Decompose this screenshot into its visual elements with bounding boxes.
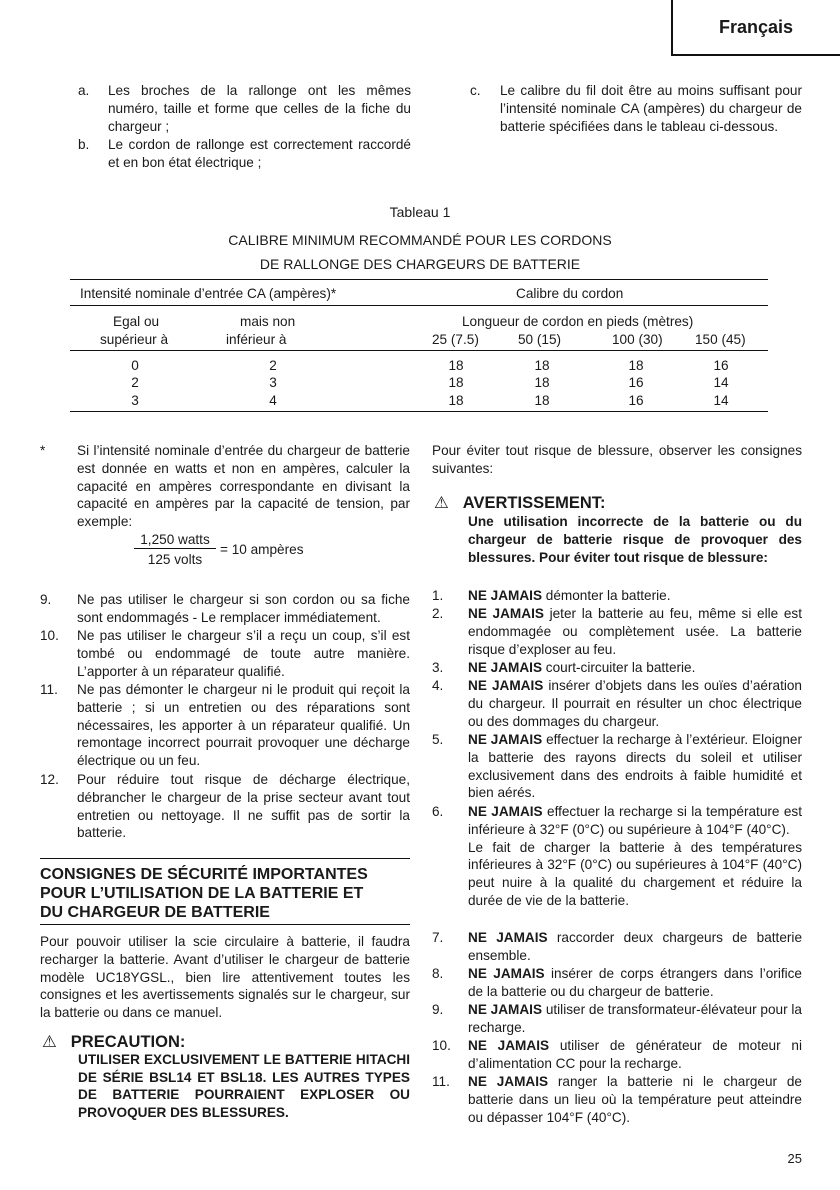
fraction-denominator: 125 volts bbox=[147, 552, 203, 567]
footnote-text: Si l’intensité nominale d’entrée du chargeur de batterie est donnée en watts et non en ampères, calculer la capacité en ampères correspondante en divisant la capacité en ampères par la capacité de tension, par exemple: bbox=[77, 443, 410, 530]
warning-triangle-icon: ⚠ bbox=[434, 494, 449, 512]
warning-heading: ⚠ AVERTISSEMENT: bbox=[434, 494, 606, 512]
table-sub-rule bbox=[70, 350, 768, 351]
safety-section-title: CONSIGNES DE SÉCURITÉ IMPORTANTES POUR L’UTILISATION DE LA BATTERIE ET DU CHARGEUR DE BATTERIE bbox=[40, 866, 368, 921]
language-label: Français bbox=[719, 17, 794, 37]
table-head-rule bbox=[70, 305, 768, 306]
table-caption-subtitle: DE RALLONGE DES CHARGEURS DE BATTERIE bbox=[259, 256, 581, 272]
table-length-50: 50 (15) bbox=[518, 332, 562, 347]
table-top-rule bbox=[70, 279, 768, 280]
table-head-input: Intensité nominale d’entrée CA (ampères)* bbox=[80, 286, 337, 301]
fraction-numerator: 1,250 watts bbox=[134, 532, 216, 549]
page-number: 25 bbox=[787, 1151, 802, 1166]
right-intro: Pour éviter tout risque de blessure, observer les consignes suivantes: bbox=[432, 443, 802, 476]
table-caption-title: CALIBRE MINIMUM RECOMMANDÉ POUR LES CORDONS bbox=[228, 232, 612, 248]
caution-heading: ⚠ PRECAUTION: bbox=[42, 1033, 186, 1051]
table-length-100: 100 (30) bbox=[612, 332, 663, 347]
table-sub-min-2: supérieur à bbox=[100, 332, 169, 347]
section-top-rule bbox=[40, 858, 410, 859]
table-length-label: Longueur de cordon en pieds (mètres) bbox=[462, 314, 694, 329]
section-bottom-rule bbox=[40, 924, 410, 925]
table-bottom-rule bbox=[70, 411, 768, 412]
table-length-150: 150 (45) bbox=[695, 332, 746, 347]
table-sub-max-1: mais non bbox=[240, 314, 296, 329]
safety-section-body: Pour pouvoir utiliser la scie circulaire à batterie, il faudra recharger la batterie. Avant d’utiliser le chargeur de batterie modèle UC18YGSL., bien lire attentivement toutes les consignes et les avertissements signalés sur le chargeur, sur la batterie ou dans ce manuel. bbox=[40, 934, 410, 1021]
watt-fraction bbox=[134, 532, 314, 572]
footnote-marker: * bbox=[40, 443, 46, 458]
caution-text: UTILISER EXCLUSIVEMENT LE BATTERIE HITACHI DE SÉRIE BSL14 ET BSL18. LES AUTRES TYPES DE BATTERIE POURRAIENT EXPLOSER OU PROVOQUER DES BLESSURES. bbox=[78, 1052, 410, 1120]
table-sub-min-1: Egal ou bbox=[113, 314, 160, 329]
warning-triangle-icon: ⚠ bbox=[42, 1033, 57, 1051]
table-length-25: 25 (7.5) bbox=[432, 332, 479, 347]
fraction-result: = 10 ampères bbox=[220, 542, 304, 557]
table-head-gauge: Calibre du cordon bbox=[516, 286, 624, 301]
warning-text: Une utilisation incorrecte de la batterie ou du chargeur de batterie risque de provoquer des blessures. Pour éviter tout risque de blessure: bbox=[468, 514, 802, 565]
language-tab bbox=[671, 0, 840, 56]
table-sub-max-2: inférieur à bbox=[226, 332, 287, 347]
table-caption-number: Tableau 1 bbox=[389, 204, 451, 220]
